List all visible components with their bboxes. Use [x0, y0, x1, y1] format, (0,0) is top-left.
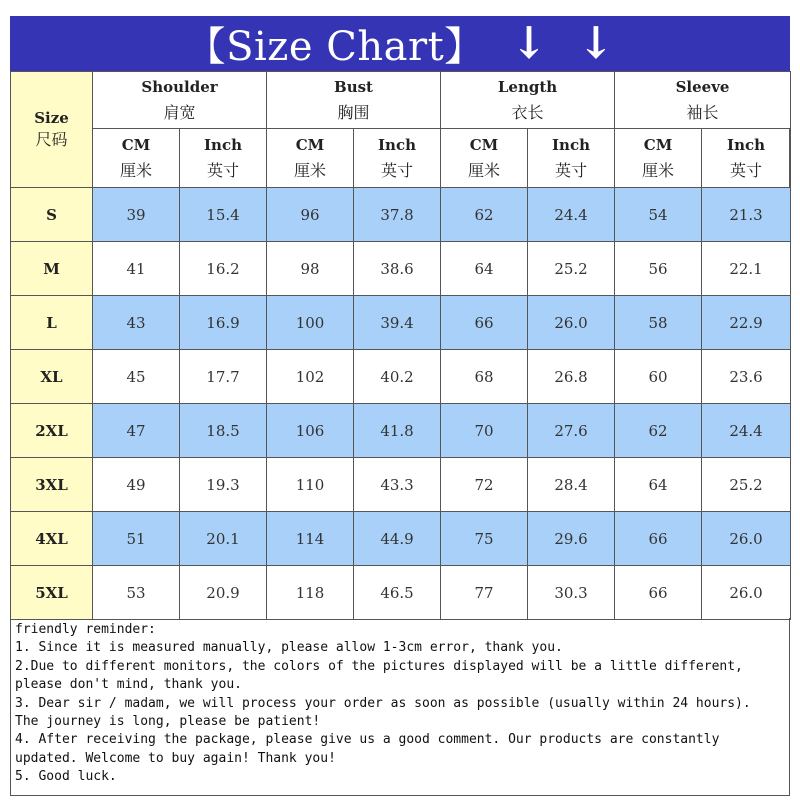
inch-unit-header	[528, 129, 615, 188]
unit-label-en: CM	[121, 136, 151, 154]
inch-unit-header	[354, 129, 441, 188]
table-row	[11, 188, 791, 242]
size-header	[11, 72, 93, 188]
group-label-en: Length	[497, 78, 558, 96]
measurement-cell: 25.2	[702, 458, 791, 512]
table-row	[11, 566, 791, 620]
measurement-cell: 62	[441, 188, 528, 242]
measurement-cell: 20.1	[180, 512, 267, 566]
measurement-cell: 24.4	[528, 188, 615, 242]
measurement-cell: 22.9	[702, 296, 791, 350]
measurement-cell: 77	[441, 566, 528, 620]
note-line: friendly reminder:	[15, 622, 156, 637]
note-line: please don't mind, thank you.	[15, 677, 242, 693]
measurement-cell: 60	[615, 350, 702, 404]
unit-label-cn: 厘米	[119, 161, 152, 180]
table-row	[11, 242, 791, 296]
measurement-cell: 38.6	[354, 242, 441, 296]
unit-label-en: Inch	[378, 136, 416, 154]
measurement-cell: 18.5	[180, 404, 267, 458]
group-label-cn: 袖长	[686, 103, 719, 122]
note-line: 2.Due to different monitors, the colors of the pictures displayed will be a little different,	[15, 658, 743, 674]
measurement-cell: 29.6	[528, 512, 615, 566]
measurement-cell: 25.2	[528, 242, 615, 296]
measurement-cell: 96	[267, 188, 354, 242]
measurement-cell: 68	[441, 350, 528, 404]
measurement-cell: 23.6	[702, 350, 791, 404]
measurement-cell: 43	[93, 296, 180, 350]
measurement-cell: 37.8	[354, 188, 441, 242]
table-row	[11, 296, 791, 350]
unit-label-en: CM	[643, 136, 673, 154]
down-arrow-icon: ↓	[510, 17, 548, 69]
unit-label-cn: 英寸	[207, 161, 240, 180]
note-line: The journey is long, please be patient!	[15, 714, 321, 730]
table-row	[11, 458, 791, 512]
sleeve-header	[615, 72, 791, 129]
unit-label-cn: 厘米	[468, 161, 501, 180]
measurement-cell: 102	[267, 350, 354, 404]
cm-unit-header	[441, 129, 528, 188]
measurement-cell: 39	[93, 188, 180, 242]
note-line: 5. Good luck.	[15, 769, 117, 785]
unit-label-cn: 厘米	[294, 161, 327, 180]
measurement-cell: 41.8	[354, 404, 441, 458]
note-line: 1. Since it is measured manually, please allow 1-3cm error, thank you.	[15, 640, 563, 656]
banner-title: 【Size Chart】	[185, 24, 485, 70]
inch-unit-header	[180, 129, 267, 188]
unit-label-cn: 厘米	[642, 161, 675, 180]
measurement-cell: 66	[615, 512, 702, 566]
note-line: updated. Welcome to buy again! Thank you!	[15, 750, 336, 766]
measurement-cell: 58	[615, 296, 702, 350]
measurement-cell: 64	[615, 458, 702, 512]
measurement-cell: 15.4	[180, 188, 267, 242]
measurement-cell: 70	[441, 404, 528, 458]
measurement-cell: 98	[267, 242, 354, 296]
measurement-cell: 100	[267, 296, 354, 350]
size-table	[10, 71, 791, 620]
bust-header	[267, 72, 441, 129]
group-label-en: Bust	[334, 78, 373, 96]
length-header	[441, 72, 615, 129]
measurement-cell: 43.3	[354, 458, 441, 512]
measurement-cell: 20.9	[180, 566, 267, 620]
friendly-reminder-notes	[10, 618, 790, 796]
measurement-cell: 21.3	[702, 188, 791, 242]
unit-label-en: Inch	[204, 136, 242, 154]
measurement-cell: 66	[441, 296, 528, 350]
unit-label-cn: 英寸	[381, 161, 414, 180]
measurement-cell: 44.9	[354, 512, 441, 566]
size-header-en: Size	[34, 109, 69, 127]
cm-unit-header	[615, 129, 702, 188]
down-arrow-icon: ↓	[577, 17, 615, 69]
measurement-cell: 26.8	[528, 350, 615, 404]
size-label: L	[11, 296, 93, 350]
group-label-cn: 肩宽	[163, 103, 196, 122]
measurement-cell: 40.2	[354, 350, 441, 404]
group-label-en: Shoulder	[141, 78, 218, 96]
unit-label-en: CM	[469, 136, 499, 154]
measurement-cell: 54	[615, 188, 702, 242]
group-label-cn: 胸围	[337, 103, 370, 122]
size-label: 2XL	[11, 404, 93, 458]
size-header-cn: 尺码	[35, 130, 68, 149]
measurement-cell: 17.7	[180, 350, 267, 404]
size-label: 3XL	[11, 458, 93, 512]
table-row	[11, 512, 791, 566]
measurement-cell: 26.0	[702, 566, 791, 620]
cm-unit-header	[93, 129, 180, 188]
inch-unit-header	[702, 129, 791, 188]
measurement-cell: 19.3	[180, 458, 267, 512]
measurement-cell: 110	[267, 458, 354, 512]
unit-row	[11, 129, 791, 188]
unit-label-cn: 英寸	[555, 161, 588, 180]
group-label-cn: 衣长	[511, 103, 544, 122]
measurement-cell: 51	[93, 512, 180, 566]
measurement-cell: 22.1	[702, 242, 791, 296]
measurement-cell: 24.4	[702, 404, 791, 458]
group-label-en: Sleeve	[675, 78, 730, 96]
measurement-cell: 30.3	[528, 566, 615, 620]
shoulder-header	[93, 72, 267, 129]
measurement-cell: 39.4	[354, 296, 441, 350]
note-line: 4. After receiving the package, please give us a good comment. Our products are constantly	[15, 732, 720, 748]
table-row	[11, 404, 791, 458]
measurement-cell: 114	[267, 512, 354, 566]
measurement-cell: 27.6	[528, 404, 615, 458]
measurement-cell: 16.2	[180, 242, 267, 296]
measurement-cell: 28.4	[528, 458, 615, 512]
measurement-cell: 106	[267, 404, 354, 458]
unit-label-en: Inch	[552, 136, 590, 154]
measurement-cell: 49	[93, 458, 180, 512]
unit-label-en: CM	[295, 136, 325, 154]
measurement-cell: 62	[615, 404, 702, 458]
cm-unit-header	[267, 129, 354, 188]
measurement-cell: 72	[441, 458, 528, 512]
note-line: 3. Dear sir / madam, we will process your order as soon as possible (usually within 24 hours).	[15, 695, 751, 711]
unit-label-cn: 英寸	[730, 161, 763, 180]
measurement-cell: 41	[93, 242, 180, 296]
measurement-cell: 26.0	[528, 296, 615, 350]
measurement-cell: 66	[615, 566, 702, 620]
size-label: XL	[11, 350, 93, 404]
size-label: M	[11, 242, 93, 296]
unit-label-en: Inch	[727, 136, 766, 154]
measurement-cell: 16.9	[180, 296, 267, 350]
size-label: S	[11, 188, 93, 242]
measurement-cell: 75	[441, 512, 528, 566]
measurement-cell: 26.0	[702, 512, 791, 566]
measurement-cell: 64	[441, 242, 528, 296]
size-chart-banner	[10, 16, 790, 71]
size-label: 4XL	[11, 512, 93, 566]
measurement-cell: 53	[93, 566, 180, 620]
measurement-cell: 46.5	[354, 566, 441, 620]
measurement-cell: 47	[93, 404, 180, 458]
table-row	[11, 350, 791, 404]
size-label: 5XL	[11, 566, 93, 620]
measurement-cell: 118	[267, 566, 354, 620]
measurement-cell: 56	[615, 242, 702, 296]
measurement-cell: 45	[93, 350, 180, 404]
